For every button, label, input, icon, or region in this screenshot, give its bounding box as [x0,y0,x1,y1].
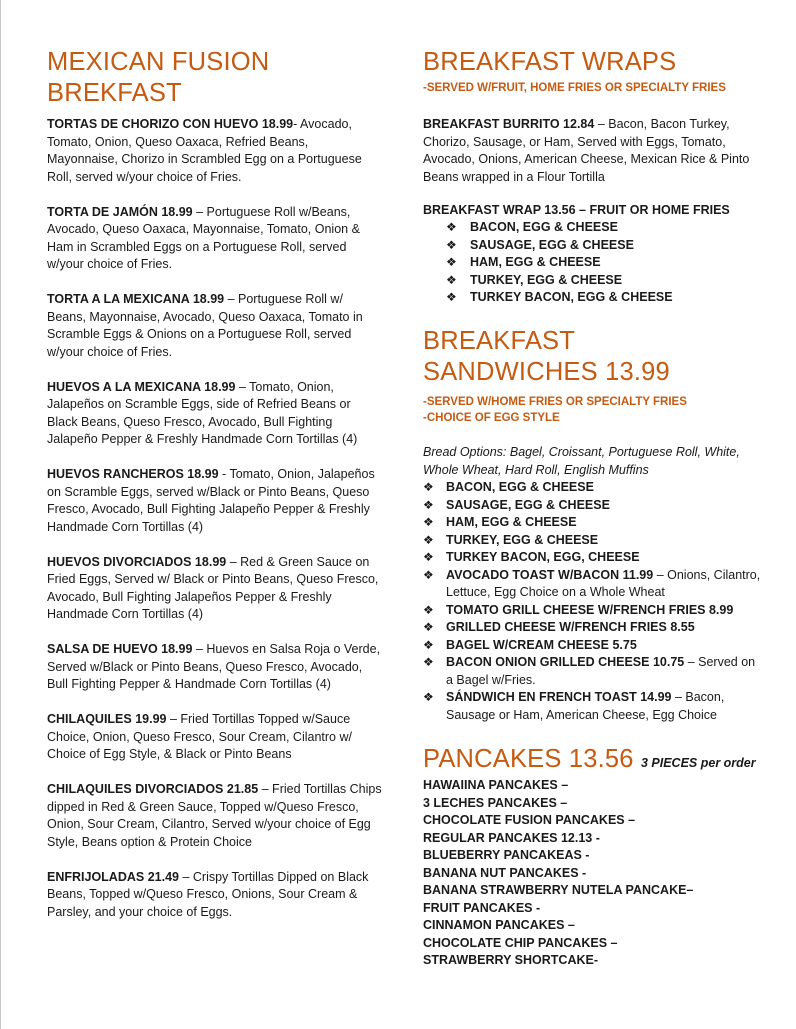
sandwiches-note-2: -CHOICE OF EGG STYLE [423,412,560,424]
sandwich-item-name: SÁNDWICH EN FRENCH TOAST 14.99 [446,690,672,704]
sandwich-item-text [446,638,637,652]
sandwich-item-description: – Served on a Bagel w/Fries. [446,655,756,687]
sandwich-item [423,549,763,567]
wrap-option-text [470,255,601,269]
mexican-fusion-title-line1: MEXICAN FUSION [47,48,270,76]
menu-item [47,711,382,764]
diamond-bullet-icon: ❖ [423,690,434,704]
menu-item [47,466,382,536]
diamond-bullet-icon: ❖ [423,497,434,512]
sandwich-item-name: TURKEY, EGG & CHEESE [446,532,599,547]
menu-item-description: – Portuguese Roll w/Beans, Avocado, Queso Oaxaca, Mayonnaise, Tomato, Onion & Ham in Scrambled Eggs on a Portuguese Roll, served w/your choice of Fries. [47,204,360,271]
menu-item-description: – Crispy Tortillas Dipped on Black Beans, Topped w/Queso Fresco, Onions, Sour Cream & Parsley, and your choice of Eggs. [47,869,369,919]
menu-item [47,641,382,694]
diamond-bullet-icon: ❖ [446,237,457,252]
sandwich-item-text [446,620,695,634]
pancake-item: BLUEBERRY PANCAKEAS - [423,848,590,862]
sandwich-item-name: GRILLED CHEESE W/FRENCH FRIES 8.55 [446,620,695,634]
sandwich-item-name: AVOCADO TOAST W/BACON 11.99 [446,567,654,582]
sandwich-items-list [423,479,763,724]
diamond-bullet-icon: ❖ [423,567,434,582]
pancake-item: HAWAIINA PANCAKES – [423,778,569,792]
wrap-option-name: HAM, EGG & CHEESE [470,255,601,269]
sandwich-item-name: TURKEY BACON, EGG, CHEESE [446,550,640,564]
wrap-option-name: TURKEY BACON, EGG & CHEESE [470,290,673,304]
menu-item-name: TORTAS DE CHORIZO CON HUEVO 18.99 [47,117,294,131]
breakfast-wrap [423,202,763,220]
sandwich-item [423,479,763,497]
sandwich-item-text [446,550,640,564]
wrap-option [446,237,746,255]
menu-item-description: – Fried Tortillas Chips dipped in Red & Green Sauce, Topped w/Queso Fresco, Onion, Sour Cream, Cilantro, Served w/your choice of Egg Style, Beans option & Protein Choice [47,782,382,849]
menu-item-name: HUEVOS RANCHEROS 18.99 [47,467,219,481]
menu-item-name: HUEVOS A LA MEXICANA 18.99 [47,379,236,394]
menu-item-name: SALSA DE HUEVO 18.99 [47,642,193,656]
diamond-bullet-icon: ❖ [423,480,434,494]
menu-item [47,554,382,624]
breakfast-burrito-name: BREAKFAST BURRITO 12.84 [423,117,595,131]
pancake-item: CHOCOLATE FUSION PANCAKES – [423,813,636,827]
sandwich-item-text [446,603,733,617]
sandwiches-note-1: -SERVED W/HOME FRIES OR SPECIALTY FRIES [423,396,687,408]
menu-item [47,781,382,851]
menu-item-name: ENFRIJOLADAS 21.49 [47,869,179,884]
sandwich-item [423,514,763,532]
menu-item-description: – Fried Tortillas Topped w/Sauce Choice, Onion, Queso Fresco, Sour Cream, Cilantro w/ Choice of Egg Style, & Black or Pinto Beans [47,712,352,761]
wrap-option-name: TURKEY, EGG & CHEESE [470,272,623,287]
sandwich-item-name: TOMATO GRILL CHEESE W/FRENCH FRIES 8.99 [446,602,734,617]
sandwich-item-text [446,533,598,547]
sandwich-item-text [446,655,755,687]
sandwich-item-description: – Onions, Cilantro, Lettuce, Egg Choice on a Whole Wheat [446,567,761,599]
pancake-item: FRUIT PANCAKES - [423,900,541,915]
pancake-item: BANANA STRAWBERRY NUTELA PANCAKE– [423,883,694,897]
diamond-bullet-icon: ❖ [423,637,434,652]
diamond-bullet-icon: ❖ [423,532,434,547]
wrap-option [446,254,746,272]
pancake-item: STRAWBERRY SHORTCAKE- [423,953,599,967]
sandwich-item-name: BAGEL W/CREAM CHEESE 5.75 [446,637,637,652]
menu-item [47,204,382,274]
menu-item [47,379,382,449]
diamond-bullet-icon: ❖ [423,515,434,529]
pancakes-title-text: PANCAKES 13.56 [423,745,634,773]
pancake-item: CINNAMON PANCAKES – [423,918,575,932]
wraps-title: BREAKFAST WRAPS [423,48,677,76]
pancake-item: CHOCOLATE CHIP PANCAKES – [423,935,618,950]
wrap-option [446,272,746,290]
menu-item-name: TORTA DE JAMÓN 18.99 [47,204,193,219]
diamond-bullet-icon: ❖ [446,255,457,269]
sandwich-item [423,654,763,689]
pancake-items-list [423,777,763,970]
sandwich-item [423,619,763,637]
sandwich-item [423,689,763,724]
pancake-item: BANANA NUT PANCAKES - [423,865,587,880]
menu-item-description: – Red & Green Sauce on Fried Eggs, Served w/ Black or Pinto Beans, Queso Fresco, Avocado, Bull Fighting Jalapeños Pepper & Freshly Handmade Corn Tortillas (4) [47,554,379,621]
menu-item-description: – Tomato, Onion, Jalapeños on Scramble Eggs, side of Refried Beans or Black Beans, Queso Fresco, Avocado, Bull Fighting Jalapeño Pepper & Freshly Handmade Corn Tortillas (4) [47,379,358,446]
wrap-option [446,219,746,237]
menu-item-name: HUEVOS DIVORCIADOS 18.99 [47,554,227,569]
breakfast-wrap-name: BREAKFAST WRAP 13.56 – FRUIT OR HOME FRIES [423,203,730,217]
pancakes-title [423,744,756,779]
mexican-fusion-title [47,47,269,109]
sandwich-item-description: – Bacon, Sausage or Ham, American Cheese, Egg Choice [446,690,725,722]
menu-item-description: - Avocado, Tomato, Onion, Queso Oaxaca, Refried Beans, Mayonnaise, Chorizo in Scrambled Egg on a Portuguese Roll, served w/your choice of Fries. [47,117,362,184]
menu-item [47,116,382,186]
mexican-fusion-title-line2: BREKFAST [47,79,182,107]
sandwich-item-text [446,690,724,722]
menu-item-description: - Tomato, Onion, Jalapeños on Scramble Eggs, served w/Black or Pinto Beans, Queso Fresco, Avocado, Bull Fighting Jalapeño Pepper & Freshly Handmade Corn Tortillas (4) [47,467,375,534]
sandwich-item-text [446,498,610,512]
wrap-option-name: SAUSAGE, EGG & CHEESE [470,237,634,252]
mexican-fusion-items [47,116,382,939]
sandwich-item [423,637,763,655]
sandwich-item [423,532,763,550]
sandwich-item [423,602,763,620]
sandwich-item-text [446,515,577,529]
menu-item-name: CHILAQUILES DIVORCIADOS 21.85 [47,782,259,796]
wrap-option-text [470,273,622,287]
sandwiches-title-line1: BREAKFAST [423,327,576,355]
wrap-option-name: BACON, EGG & CHEESE [470,220,618,234]
wrap-option-text [470,220,618,234]
pancakes-per-order: 3 PIECES per order [640,756,756,770]
pancake-item: REGULAR PANCAKES 12.13 - [423,830,600,845]
wrap-option [446,289,746,307]
sandwiches-title-line2: SANDWICHES 13.99 [423,358,670,386]
bread-options: Bread Options: Bagel, Croissant, Portuguese Roll, White, Whole Wheat, Hard Roll, English Muffins [423,445,740,477]
breakfast-burrito [423,116,758,186]
wrap-option-text [470,238,634,252]
menu-item [47,869,382,922]
menu-item-name: TORTA A LA MEXICANA 18.99 [47,292,225,306]
menu-item [47,291,382,361]
wrap-options-list [446,219,746,307]
wrap-option-text [470,290,673,304]
sandwich-item [423,567,763,602]
sandwich-item-name: HAM, EGG & CHEESE [446,515,577,529]
diamond-bullet-icon: ❖ [446,272,457,287]
sandwich-item-text [446,568,760,600]
sandwich-item-name: BACON ONION GRILLED CHEESE 10.75 [446,655,685,669]
diamond-bullet-icon: ❖ [423,655,434,669]
diamond-bullet-icon: ❖ [423,602,434,617]
menu-item-description: – Portuguese Roll w/ Beans, Mayonnaise, Avocado, Queso Oaxaca, Tomato in Scramble Eggs & Onions on a Portuguese Roll, served w/your choice of Fries. [47,292,363,359]
sandwich-item-text [446,480,594,494]
diamond-bullet-icon: ❖ [446,220,457,234]
menu-item-description: – Huevos en Salsa Roja o Verde, Served w/Black or Pinto Beans, Queso Fresco, Avocado, Bull Fighting Pepper & Handmade Corn Tortillas (4) [47,642,381,691]
breakfast-burrito-desc: – Bacon, Bacon Turkey, Chorizo, Sausage, or Ham, Served with Eggs, Tomato, Avocado, Onions, American Cheese, Mexican Rice & Pinto Beans wrapped in a Flour Tortilla [423,117,750,184]
diamond-bullet-icon: ❖ [423,620,434,634]
sandwich-item [423,497,763,515]
pancake-item: 3 LECHES PANCAKES – [423,795,568,810]
page-left-border [0,0,1,1029]
sandwich-item-name: BACON, EGG & CHEESE [446,480,594,494]
sandwiches-title [423,326,670,388]
sandwich-item-name: SAUSAGE, EGG & CHEESE [446,497,610,512]
wraps-note: -SERVED W/FRUIT, HOME FRIES OR SPECIALTY FRIES [423,82,726,94]
menu-item-name: CHILAQUILES 19.99 [47,712,167,726]
diamond-bullet-icon: ❖ [446,290,457,304]
diamond-bullet-icon: ❖ [423,550,434,564]
